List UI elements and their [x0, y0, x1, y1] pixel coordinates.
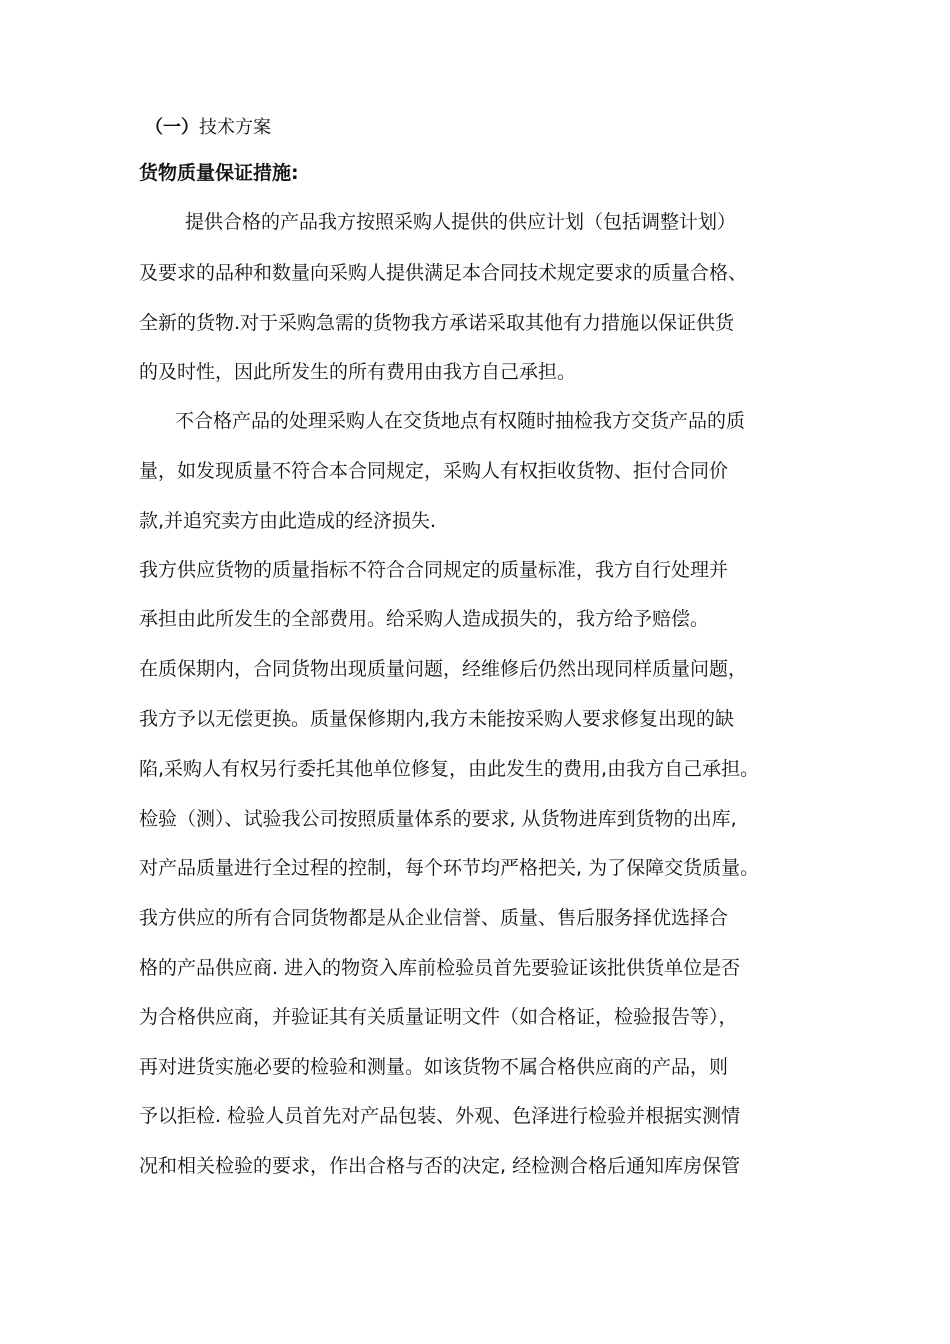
text-line: 为合格供应商，并验证其有关质量证明文件（如合格证，检验报告等），: [139, 1006, 738, 1028]
text-line: 款,并追究卖方由此造成的经济损失.: [139, 510, 437, 532]
text-line: 在质保期内，合同货物出现质量问题，经维修后仍然出现同样质量问题，: [139, 658, 748, 680]
text-line: 量，如发现质量不符合本合同规定，采购人有权拒收货物、拒付合同价: [139, 460, 729, 482]
section-heading: [145, 115, 271, 141]
heading-title: 技术方案: [199, 117, 271, 138]
text-line: 对产品质量进行全过程的控制，每个环节均严格把关, 为了保障交货质量。: [139, 857, 760, 879]
text-line: 全新的货物.对于采购急需的货物我方承诺采取其他有力措施以保证供货: [139, 312, 735, 334]
text-line: 况和相关检验的要求，作出合格与否的决定, 经检测合格后通知库房保管: [139, 1155, 741, 1177]
text-line: 再对进货实施必要的检验和测量。如该货物不属合格供应商的产品，则: [139, 1056, 729, 1078]
section-title: 货物质量保证措施:: [139, 162, 299, 184]
text-line: 不合格产品的处理采购人在交货地点有权随时抽检我方交货产品的质: [175, 410, 746, 432]
text-line: 我方予以无偿更换。质量保修期内,我方未能按采购人要求修复出现的缺: [139, 708, 735, 730]
text-line: 我方供应货物的质量指标不符合合同规定的质量标准，我方自行处理并: [139, 559, 729, 581]
text-line: 的及时性，因此所发生的所有费用由我方自己承担。: [139, 361, 577, 383]
text-line: 予以拒检. 检验人员首先对产品包装、外观、色泽进行检验并根据实测情: [139, 1105, 741, 1127]
text-line: 及要求的品种和数量向采购人提供满足本合同技术规定要求的质量合格、: [139, 262, 748, 284]
text-line: 陷,采购人有权另行委托其他单位修复，由此发生的费用,由我方自己承担。: [139, 758, 760, 780]
text-line: 格的产品供应商. 进入的物资入库前检验员首先要验证该批供货单位是否: [139, 957, 741, 979]
heading-number: （一）: [145, 117, 199, 138]
text-line: 承担由此所发生的全部费用。给采购人造成损失的，我方给予赔偿。: [139, 608, 710, 630]
text-line: 提供合格的产品我方按照采购人提供的供应计划（包括调整计划）: [185, 211, 737, 233]
text-line: 我方供应的所有合同货物都是从企业信誉、质量、售后服务择优选择合: [139, 907, 729, 929]
text-line: 检验（测）、试验我公司按照质量体系的要求, 从货物进库到货物的出库,: [139, 808, 737, 830]
